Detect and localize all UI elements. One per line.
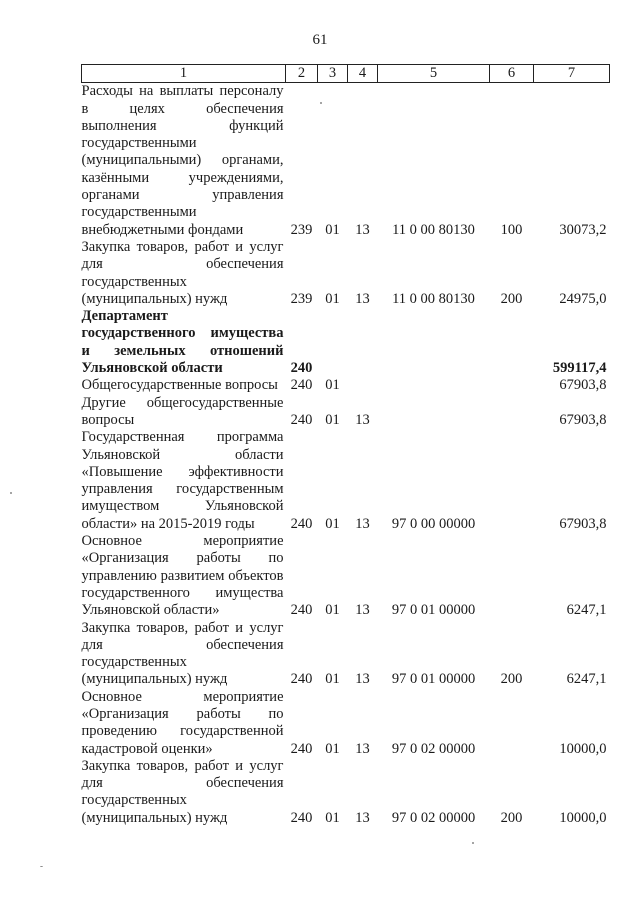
table-row [82, 83, 610, 239]
cell-c7: 10000,0 [559, 809, 607, 826]
column-header: 6 [490, 65, 534, 83]
row-description: Закупка товаров, работ и услуг для обеспечения государственных (муниципальных) нужд [81, 238, 284, 307]
row-description: Закупка товаров, работ и услуг для обеспечения государственных (муниципальных) нужд [81, 619, 284, 688]
cell-c3: 01 [325, 221, 340, 238]
cell-c7: 6247,1 [566, 671, 607, 688]
budget-table [81, 64, 610, 827]
cell-c5: 97 0 01 00000 [391, 602, 476, 619]
cell-c2: 239 [290, 221, 313, 238]
row-description: Общегосударственные вопросы [81, 377, 278, 394]
cell-c5: 97 0 00 00000 [391, 515, 476, 532]
cell-c2: 240 [290, 360, 313, 377]
cell-c4 [348, 308, 378, 377]
cell-c6 [490, 395, 534, 430]
page-number: 61 [312, 32, 328, 48]
cell-c3: 01 [325, 515, 340, 532]
table-row [82, 395, 610, 430]
table-header-row [82, 65, 610, 83]
cell-c3: 01 [325, 602, 340, 619]
cell-c6: 100 [500, 221, 523, 238]
cell-c4: 13 [355, 740, 370, 757]
cell-c6 [490, 689, 534, 758]
row-description: Государственная программа Ульяновской области «Повышение эффективности управления государственным имуществом Ульяновской области» на 2015-2019 годы [81, 429, 284, 532]
column-header: 3 [318, 65, 348, 83]
scan-speck [320, 102, 322, 104]
cell-c7: 67903,8 [559, 515, 607, 532]
cell-c4 [348, 377, 378, 394]
cell-c4: 13 [355, 809, 370, 826]
cell-c5 [378, 377, 490, 394]
table-row [82, 620, 610, 689]
cell-c7: 6247,1 [566, 602, 607, 619]
cell-c6 [490, 533, 534, 619]
cell-c4: 13 [355, 221, 370, 238]
cell-c3: 01 [325, 377, 340, 394]
cell-c5: 11 0 00 80130 [392, 221, 475, 238]
scan-speck [40, 866, 43, 867]
row-description: Другие общегосударственные вопросы [81, 394, 284, 428]
cell-c5: 97 0 02 00000 [391, 809, 476, 826]
column-header: 2 [286, 65, 318, 83]
cell-c3: 01 [325, 740, 340, 757]
table-row [82, 689, 610, 758]
table-row [82, 308, 610, 377]
cell-c2: 240 [290, 411, 313, 428]
cell-c6 [490, 377, 534, 394]
cell-c4: 13 [355, 602, 370, 619]
row-description: Основное мероприятие «Организация работы по проведению государственной кадастровой оценки» [81, 688, 284, 757]
cell-c5 [378, 395, 490, 430]
cell-c3: 01 [325, 671, 340, 688]
cell-c4: 13 [355, 290, 370, 307]
row-description: Департамент государственного имущества и земельных отношений Ульяновской области [81, 308, 284, 377]
cell-c4: 13 [355, 515, 370, 532]
cell-c4: 13 [355, 671, 370, 688]
table-row [82, 377, 610, 394]
cell-c2: 240 [290, 515, 313, 532]
cell-c7: 67903,8 [559, 411, 607, 428]
table-row [82, 758, 610, 827]
cell-c2: 240 [290, 377, 313, 394]
cell-c4: 13 [355, 411, 370, 428]
cell-c6: 200 [500, 809, 523, 826]
cell-c6: 200 [500, 290, 523, 307]
row-description: Основное мероприятие «Организация работы по управлению развитием объектов государственного имущества Ульяновской области» [81, 533, 284, 619]
cell-c5: 97 0 01 00000 [391, 671, 476, 688]
scan-speck [10, 492, 12, 494]
cell-c6: 200 [500, 671, 523, 688]
cell-c3 [318, 308, 348, 377]
cell-c2: 240 [290, 809, 313, 826]
column-header: 5 [378, 65, 490, 83]
cell-c2: 239 [290, 290, 313, 307]
cell-c2: 240 [290, 602, 313, 619]
column-header: 1 [82, 65, 286, 83]
cell-c7: 24975,0 [559, 290, 607, 307]
cell-c3: 01 [325, 290, 340, 307]
column-header: 4 [348, 65, 378, 83]
cell-c7: 599117,4 [552, 360, 607, 377]
cell-c7: 67903,8 [559, 377, 607, 394]
row-description: Закупка товаров, работ и услуг для обеспечения государственных (муниципальных) нужд [81, 757, 284, 826]
cell-c2: 240 [290, 671, 313, 688]
cell-c6 [490, 429, 534, 533]
cell-c7: 10000,0 [559, 740, 607, 757]
scan-speck [472, 842, 474, 844]
column-header: 7 [534, 65, 610, 83]
table-row [82, 239, 610, 308]
cell-c3: 01 [325, 411, 340, 428]
cell-c3: 01 [325, 809, 340, 826]
row-description: Расходы на выплаты персоналу в целях обеспечения выполнения функций государственными (муниципальными) органами, казёнными учреждениями, органами управления государственными внебюджетными фондами [81, 83, 284, 238]
table-row [82, 533, 610, 619]
table-row [82, 429, 610, 533]
cell-c2: 240 [290, 740, 313, 757]
cell-c5: 11 0 00 80130 [392, 290, 475, 307]
cell-c5 [378, 308, 490, 377]
cell-c6 [490, 308, 534, 377]
cell-c5: 97 0 02 00000 [391, 740, 476, 757]
cell-c7: 30073,2 [559, 221, 607, 238]
